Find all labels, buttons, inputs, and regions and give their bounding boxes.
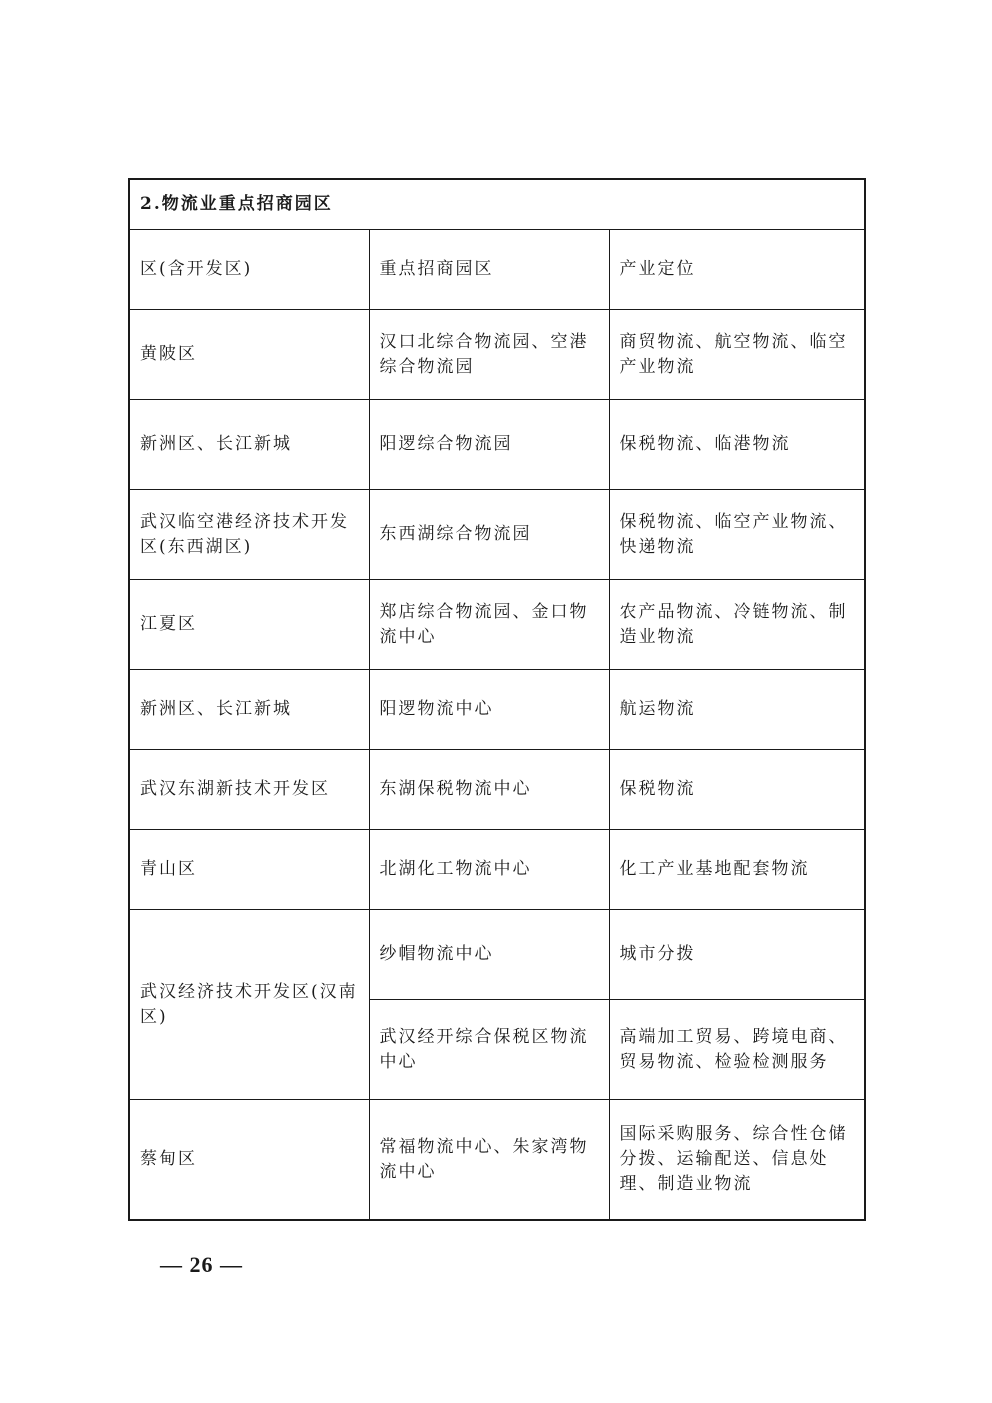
positioning-cell: 商贸物流、航空物流、临空产业物流 xyxy=(609,310,865,400)
district-cell: 蔡甸区 xyxy=(129,1100,369,1221)
park-cell: 阳逻综合物流园 xyxy=(369,400,609,490)
district-cell: 青山区 xyxy=(129,830,369,910)
table-row xyxy=(129,580,865,670)
district-cell: 武汉临空港经济技术开发区(东西湖区) xyxy=(129,490,369,580)
table-row xyxy=(129,400,865,490)
district-cell: 新洲区、长江新城 xyxy=(129,670,369,750)
district-cell: 江夏区 xyxy=(129,580,369,670)
table-row xyxy=(129,1100,865,1221)
header-park: 重点招商园区 xyxy=(369,230,609,310)
header-district: 区(含开发区) xyxy=(129,230,369,310)
park-cell: 东西湖综合物流园 xyxy=(369,490,609,580)
table-title-row xyxy=(129,179,865,230)
table-row xyxy=(129,670,865,750)
positioning-cell: 保税物流、临港物流 xyxy=(609,400,865,490)
table-row xyxy=(129,750,865,830)
positioning-cell: 高端加工贸易、跨境电商、贸易物流、检验检测服务 xyxy=(609,1000,865,1100)
positioning-cell: 化工产业基地配套物流 xyxy=(609,830,865,910)
table-row xyxy=(129,310,865,400)
park-cell: 北湖化工物流中心 xyxy=(369,830,609,910)
table-title: 2.物流业重点招商园区 xyxy=(129,179,865,230)
park-cell: 汉口北综合物流园、空港综合物流园 xyxy=(369,310,609,400)
park-cell: 郑店综合物流园、金口物流中心 xyxy=(369,580,609,670)
positioning-cell: 保税物流 xyxy=(609,750,865,830)
logistics-parks-table xyxy=(128,178,866,1221)
district-cell: 武汉东湖新技术开发区 xyxy=(129,750,369,830)
table-row xyxy=(129,490,865,580)
positioning-cell: 城市分拨 xyxy=(609,910,865,1000)
table-row xyxy=(129,910,865,1000)
park-cell: 常福物流中心、朱家湾物流中心 xyxy=(369,1100,609,1221)
district-cell: 新洲区、长江新城 xyxy=(129,400,369,490)
positioning-cell: 国际采购服务、综合性仓储分拨、运输配送、信息处理、制造业物流 xyxy=(609,1100,865,1221)
positioning-cell: 农产品物流、冷链物流、制造业物流 xyxy=(609,580,865,670)
header-positioning: 产业定位 xyxy=(609,230,865,310)
district-cell: 黄陂区 xyxy=(129,310,369,400)
park-cell: 阳逻物流中心 xyxy=(369,670,609,750)
park-cell: 纱帽物流中心 xyxy=(369,910,609,1000)
positioning-cell: 航运物流 xyxy=(609,670,865,750)
page-number: — 26 — xyxy=(160,1252,243,1277)
park-cell: 武汉经开综合保税区物流中心 xyxy=(369,1000,609,1100)
district-cell: 武汉经济技术开发区(汉南区) xyxy=(129,910,369,1100)
park-cell: 东湖保税物流中心 xyxy=(369,750,609,830)
table-header-row xyxy=(129,230,865,310)
positioning-cell: 保税物流、临空产业物流、快递物流 xyxy=(609,490,865,580)
table-row xyxy=(129,830,865,910)
